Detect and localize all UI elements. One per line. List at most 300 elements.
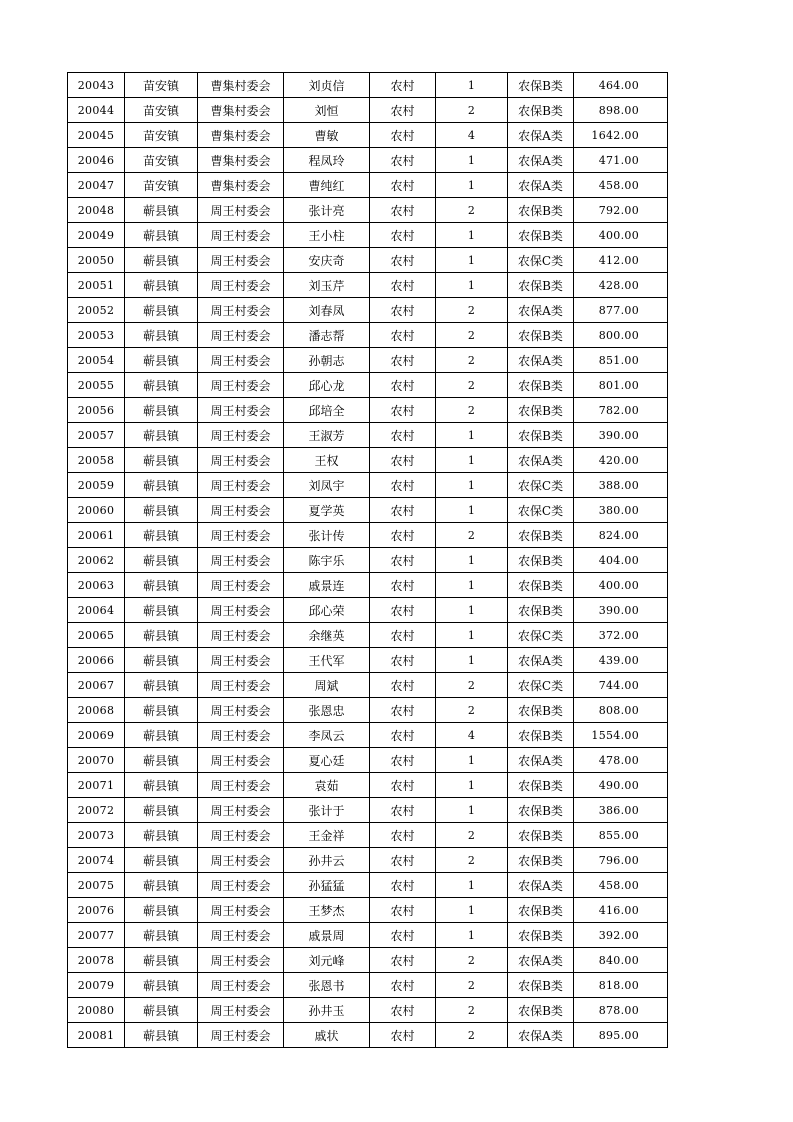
person-count-cell: 1	[436, 548, 508, 573]
category-cell: 农保B类	[508, 723, 574, 748]
name-cell: 夏心廷	[284, 748, 370, 773]
amount-cell: 840.00	[574, 948, 668, 973]
amount-cell: 386.00	[574, 798, 668, 823]
table-row	[68, 598, 668, 623]
table-row	[68, 673, 668, 698]
category-cell: 农保A类	[508, 123, 574, 148]
name-cell: 程凤玲	[284, 148, 370, 173]
household-type-cell: 农村	[370, 73, 436, 98]
category-cell: 农保B类	[508, 548, 574, 573]
household-type-cell: 农村	[370, 748, 436, 773]
row-id-cell: 20057	[68, 423, 125, 448]
village-cell: 周王村委会	[198, 873, 284, 898]
amount-cell: 796.00	[574, 848, 668, 873]
category-cell: 农保C类	[508, 673, 574, 698]
town-cell: 蕲县镇	[125, 573, 198, 598]
table-row	[68, 773, 668, 798]
row-id-cell: 20073	[68, 823, 125, 848]
table-row	[68, 248, 668, 273]
table-row	[68, 798, 668, 823]
household-type-cell: 农村	[370, 873, 436, 898]
amount-cell: 801.00	[574, 373, 668, 398]
category-cell: 农保B类	[508, 598, 574, 623]
table-row	[68, 498, 668, 523]
person-count-cell: 1	[436, 73, 508, 98]
town-cell: 蕲县镇	[125, 648, 198, 673]
village-cell: 周王村委会	[198, 623, 284, 648]
town-cell: 蕲县镇	[125, 998, 198, 1023]
table-row	[68, 873, 668, 898]
person-count-cell: 2	[436, 398, 508, 423]
category-cell: 农保C类	[508, 498, 574, 523]
town-cell: 蕲县镇	[125, 423, 198, 448]
table-row	[68, 523, 668, 548]
household-type-cell: 农村	[370, 598, 436, 623]
town-cell: 蕲县镇	[125, 598, 198, 623]
household-type-cell: 农村	[370, 473, 436, 498]
table-row	[68, 823, 668, 848]
amount-cell: 895.00	[574, 1023, 668, 1048]
amount-cell: 824.00	[574, 523, 668, 548]
name-cell: 戚景周	[284, 923, 370, 948]
amount-cell: 388.00	[574, 473, 668, 498]
town-cell: 苗安镇	[125, 98, 198, 123]
category-cell: 农保C类	[508, 623, 574, 648]
row-id-cell: 20068	[68, 698, 125, 723]
amount-cell: 877.00	[574, 298, 668, 323]
village-cell: 周王村委会	[198, 648, 284, 673]
household-type-cell: 农村	[370, 698, 436, 723]
household-type-cell: 农村	[370, 648, 436, 673]
table-row	[68, 948, 668, 973]
name-cell: 袁茹	[284, 773, 370, 798]
category-cell: 农保B类	[508, 998, 574, 1023]
household-type-cell: 农村	[370, 173, 436, 198]
person-count-cell: 2	[436, 198, 508, 223]
village-cell: 周王村委会	[198, 598, 284, 623]
category-cell: 农保A类	[508, 148, 574, 173]
town-cell: 苗安镇	[125, 123, 198, 148]
name-cell: 王代军	[284, 648, 370, 673]
town-cell: 蕲县镇	[125, 948, 198, 973]
name-cell: 余继英	[284, 623, 370, 648]
person-count-cell: 2	[436, 523, 508, 548]
village-cell: 周王村委会	[198, 998, 284, 1023]
village-cell: 曹集村委会	[198, 98, 284, 123]
name-cell: 刘春凤	[284, 298, 370, 323]
person-count-cell: 1	[436, 473, 508, 498]
table-row	[68, 298, 668, 323]
name-cell: 安庆奇	[284, 248, 370, 273]
name-cell: 李凤云	[284, 723, 370, 748]
name-cell: 邱心荣	[284, 598, 370, 623]
town-cell: 蕲县镇	[125, 498, 198, 523]
row-id-cell: 20047	[68, 173, 125, 198]
table-row	[68, 223, 668, 248]
row-id-cell: 20071	[68, 773, 125, 798]
household-type-cell: 农村	[370, 398, 436, 423]
category-cell: 农保A类	[508, 173, 574, 198]
category-cell: 农保A类	[508, 1023, 574, 1048]
village-cell: 周王村委会	[198, 298, 284, 323]
row-id-cell: 20049	[68, 223, 125, 248]
table-row	[68, 398, 668, 423]
row-id-cell: 20059	[68, 473, 125, 498]
amount-cell: 1642.00	[574, 123, 668, 148]
household-type-cell: 农村	[370, 273, 436, 298]
person-count-cell: 2	[436, 823, 508, 848]
row-id-cell: 20055	[68, 373, 125, 398]
row-id-cell: 20043	[68, 73, 125, 98]
category-cell: 农保B类	[508, 798, 574, 823]
table-row	[68, 998, 668, 1023]
person-count-cell: 1	[436, 248, 508, 273]
person-count-cell: 2	[436, 298, 508, 323]
town-cell: 蕲县镇	[125, 273, 198, 298]
row-id-cell: 20069	[68, 723, 125, 748]
table-row	[68, 898, 668, 923]
amount-cell: 744.00	[574, 673, 668, 698]
table-row	[68, 573, 668, 598]
person-count-cell: 1	[436, 498, 508, 523]
household-type-cell: 农村	[370, 498, 436, 523]
category-cell: 农保A类	[508, 648, 574, 673]
amount-cell: 464.00	[574, 73, 668, 98]
town-cell: 蕲县镇	[125, 848, 198, 873]
category-cell: 农保B类	[508, 823, 574, 848]
row-id-cell: 20051	[68, 273, 125, 298]
amount-cell: 478.00	[574, 748, 668, 773]
amount-cell: 420.00	[574, 448, 668, 473]
person-count-cell: 2	[436, 673, 508, 698]
household-type-cell: 农村	[370, 823, 436, 848]
category-cell: 农保B类	[508, 223, 574, 248]
amount-cell: 390.00	[574, 423, 668, 448]
row-id-cell: 20054	[68, 348, 125, 373]
name-cell: 周斌	[284, 673, 370, 698]
amount-cell: 439.00	[574, 648, 668, 673]
name-cell: 邱心龙	[284, 373, 370, 398]
village-cell: 周王村委会	[198, 773, 284, 798]
village-cell: 周王村委会	[198, 573, 284, 598]
person-count-cell: 1	[436, 898, 508, 923]
row-id-cell: 20056	[68, 398, 125, 423]
category-cell: 农保B类	[508, 423, 574, 448]
town-cell: 蕲县镇	[125, 348, 198, 373]
town-cell: 蕲县镇	[125, 1023, 198, 1048]
household-type-cell: 农村	[370, 448, 436, 473]
town-cell: 蕲县镇	[125, 798, 198, 823]
town-cell: 蕲县镇	[125, 198, 198, 223]
category-cell: 农保B类	[508, 698, 574, 723]
household-type-cell: 农村	[370, 323, 436, 348]
town-cell: 蕲县镇	[125, 448, 198, 473]
name-cell: 邱培全	[284, 398, 370, 423]
category-cell: 农保A类	[508, 298, 574, 323]
village-cell: 周王村委会	[198, 473, 284, 498]
row-id-cell: 20045	[68, 123, 125, 148]
name-cell: 曹敏	[284, 123, 370, 148]
amount-cell: 855.00	[574, 823, 668, 848]
row-id-cell: 20078	[68, 948, 125, 973]
village-cell: 周王村委会	[198, 973, 284, 998]
row-id-cell: 20061	[68, 523, 125, 548]
table-row	[68, 423, 668, 448]
row-id-cell: 20058	[68, 448, 125, 473]
table-row	[68, 273, 668, 298]
town-cell: 蕲县镇	[125, 823, 198, 848]
name-cell: 陈宇乐	[284, 548, 370, 573]
person-count-cell: 1	[436, 598, 508, 623]
town-cell: 蕲县镇	[125, 698, 198, 723]
name-cell: 张计亮	[284, 198, 370, 223]
town-cell: 蕲县镇	[125, 748, 198, 773]
amount-cell: 412.00	[574, 248, 668, 273]
row-id-cell: 20060	[68, 498, 125, 523]
name-cell: 王金祥	[284, 823, 370, 848]
category-cell: 农保B类	[508, 898, 574, 923]
town-cell: 蕲县镇	[125, 973, 198, 998]
village-cell: 周王村委会	[198, 723, 284, 748]
village-cell: 曹集村委会	[198, 123, 284, 148]
household-type-cell: 农村	[370, 298, 436, 323]
village-cell: 周王村委会	[198, 198, 284, 223]
household-type-cell: 农村	[370, 348, 436, 373]
person-count-cell: 1	[436, 923, 508, 948]
village-cell: 周王村委会	[198, 448, 284, 473]
row-id-cell: 20052	[68, 298, 125, 323]
row-id-cell: 20046	[68, 148, 125, 173]
name-cell: 夏学英	[284, 498, 370, 523]
category-cell: 农保A类	[508, 348, 574, 373]
table-row	[68, 648, 668, 673]
table-row	[68, 1023, 668, 1048]
household-type-cell: 农村	[370, 898, 436, 923]
amount-cell: 390.00	[574, 598, 668, 623]
table-row	[68, 373, 668, 398]
table-row	[68, 923, 668, 948]
person-count-cell: 1	[436, 648, 508, 673]
household-type-cell: 农村	[370, 798, 436, 823]
name-cell: 戚景连	[284, 573, 370, 598]
village-cell: 周王村委会	[198, 548, 284, 573]
person-count-cell: 1	[436, 773, 508, 798]
table-body	[68, 73, 668, 1048]
village-cell: 周王村委会	[198, 673, 284, 698]
person-count-cell: 1	[436, 273, 508, 298]
name-cell: 张计于	[284, 798, 370, 823]
table-row	[68, 623, 668, 648]
town-cell: 蕲县镇	[125, 548, 198, 573]
person-count-cell: 2	[436, 373, 508, 398]
amount-cell: 800.00	[574, 323, 668, 348]
table-row	[68, 448, 668, 473]
name-cell: 刘元峰	[284, 948, 370, 973]
category-cell: 农保B类	[508, 398, 574, 423]
town-cell: 苗安镇	[125, 173, 198, 198]
person-count-cell: 1	[436, 573, 508, 598]
amount-cell: 490.00	[574, 773, 668, 798]
household-type-cell: 农村	[370, 1023, 436, 1048]
name-cell: 曹纯红	[284, 173, 370, 198]
person-count-cell: 1	[436, 148, 508, 173]
amount-cell: 400.00	[574, 573, 668, 598]
amount-cell: 380.00	[574, 498, 668, 523]
household-type-cell: 农村	[370, 98, 436, 123]
row-id-cell: 20074	[68, 848, 125, 873]
table-row	[68, 698, 668, 723]
amount-cell: 458.00	[574, 873, 668, 898]
row-id-cell: 20067	[68, 673, 125, 698]
town-cell: 蕲县镇	[125, 398, 198, 423]
village-cell: 周王村委会	[198, 698, 284, 723]
town-cell: 苗安镇	[125, 148, 198, 173]
amount-cell: 458.00	[574, 173, 668, 198]
category-cell: 农保C类	[508, 473, 574, 498]
person-count-cell: 1	[436, 448, 508, 473]
row-id-cell: 20064	[68, 598, 125, 623]
person-count-cell: 2	[436, 323, 508, 348]
row-id-cell: 20080	[68, 998, 125, 1023]
name-cell: 王淑芳	[284, 423, 370, 448]
table-row	[68, 148, 668, 173]
amount-cell: 428.00	[574, 273, 668, 298]
table-row	[68, 73, 668, 98]
village-cell: 周王村委会	[198, 848, 284, 873]
town-cell: 蕲县镇	[125, 523, 198, 548]
town-cell: 蕲县镇	[125, 773, 198, 798]
row-id-cell: 20081	[68, 1023, 125, 1048]
row-id-cell: 20062	[68, 548, 125, 573]
category-cell: 农保A类	[508, 948, 574, 973]
category-cell: 农保B类	[508, 973, 574, 998]
person-count-cell: 1	[436, 223, 508, 248]
household-type-cell: 农村	[370, 148, 436, 173]
category-cell: 农保B类	[508, 323, 574, 348]
town-cell: 蕲县镇	[125, 248, 198, 273]
town-cell: 蕲县镇	[125, 373, 198, 398]
village-cell: 周王村委会	[198, 348, 284, 373]
table-row	[68, 748, 668, 773]
village-cell: 周王村委会	[198, 248, 284, 273]
name-cell: 张恩书	[284, 973, 370, 998]
amount-cell: 400.00	[574, 223, 668, 248]
household-type-cell: 农村	[370, 548, 436, 573]
name-cell: 刘玉芹	[284, 273, 370, 298]
person-count-cell: 1	[436, 798, 508, 823]
category-cell: 农保B类	[508, 573, 574, 598]
person-count-cell: 1	[436, 748, 508, 773]
amount-cell: 818.00	[574, 973, 668, 998]
village-cell: 周王村委会	[198, 523, 284, 548]
table-row	[68, 123, 668, 148]
category-cell: 农保B类	[508, 273, 574, 298]
village-cell: 周王村委会	[198, 948, 284, 973]
village-cell: 周王村委会	[198, 1023, 284, 1048]
household-type-cell: 农村	[370, 223, 436, 248]
household-type-cell: 农村	[370, 673, 436, 698]
table-row	[68, 198, 668, 223]
table-row	[68, 473, 668, 498]
category-cell: 农保B类	[508, 198, 574, 223]
amount-cell: 851.00	[574, 348, 668, 373]
name-cell: 张恩忠	[284, 698, 370, 723]
category-cell: 农保B类	[508, 98, 574, 123]
row-id-cell: 20070	[68, 748, 125, 773]
row-id-cell: 20065	[68, 623, 125, 648]
table-row	[68, 173, 668, 198]
person-count-cell: 1	[436, 173, 508, 198]
amount-cell: 416.00	[574, 898, 668, 923]
village-cell: 周王村委会	[198, 398, 284, 423]
person-count-cell: 2	[436, 973, 508, 998]
row-id-cell: 20072	[68, 798, 125, 823]
table-row	[68, 723, 668, 748]
village-cell: 周王村委会	[198, 748, 284, 773]
name-cell: 刘恒	[284, 98, 370, 123]
row-id-cell: 20066	[68, 648, 125, 673]
category-cell: 农保A类	[508, 748, 574, 773]
town-cell: 蕲县镇	[125, 723, 198, 748]
person-count-cell: 1	[436, 623, 508, 648]
amount-cell: 878.00	[574, 998, 668, 1023]
category-cell: 农保B类	[508, 373, 574, 398]
amount-cell: 392.00	[574, 923, 668, 948]
table-row	[68, 848, 668, 873]
household-type-cell: 农村	[370, 998, 436, 1023]
town-cell: 蕲县镇	[125, 923, 198, 948]
household-type-cell: 农村	[370, 573, 436, 598]
row-id-cell: 20050	[68, 248, 125, 273]
household-type-cell: 农村	[370, 423, 436, 448]
household-type-cell: 农村	[370, 373, 436, 398]
row-id-cell: 20044	[68, 98, 125, 123]
household-type-cell: 农村	[370, 723, 436, 748]
name-cell: 王梦杰	[284, 898, 370, 923]
household-type-cell: 农村	[370, 973, 436, 998]
amount-cell: 404.00	[574, 548, 668, 573]
row-id-cell: 20079	[68, 973, 125, 998]
category-cell: 农保B类	[508, 923, 574, 948]
name-cell: 孙井玉	[284, 998, 370, 1023]
name-cell: 孙猛猛	[284, 873, 370, 898]
person-count-cell: 2	[436, 948, 508, 973]
person-count-cell: 2	[436, 998, 508, 1023]
category-cell: 农保B类	[508, 73, 574, 98]
table-row	[68, 323, 668, 348]
village-cell: 周王村委会	[198, 273, 284, 298]
name-cell: 刘贞信	[284, 73, 370, 98]
person-count-cell: 1	[436, 873, 508, 898]
name-cell: 王小柱	[284, 223, 370, 248]
allowance-table	[67, 72, 668, 1048]
category-cell: 农保B类	[508, 848, 574, 873]
table-row	[68, 973, 668, 998]
person-count-cell: 2	[436, 698, 508, 723]
village-cell: 周王村委会	[198, 898, 284, 923]
category-cell: 农保C类	[508, 248, 574, 273]
amount-cell: 1554.00	[574, 723, 668, 748]
household-type-cell: 农村	[370, 248, 436, 273]
category-cell: 农保B类	[508, 773, 574, 798]
amount-cell: 372.00	[574, 623, 668, 648]
village-cell: 周王村委会	[198, 923, 284, 948]
amount-cell: 782.00	[574, 398, 668, 423]
village-cell: 周王村委会	[198, 223, 284, 248]
town-cell: 苗安镇	[125, 73, 198, 98]
town-cell: 蕲县镇	[125, 673, 198, 698]
row-id-cell: 20077	[68, 923, 125, 948]
